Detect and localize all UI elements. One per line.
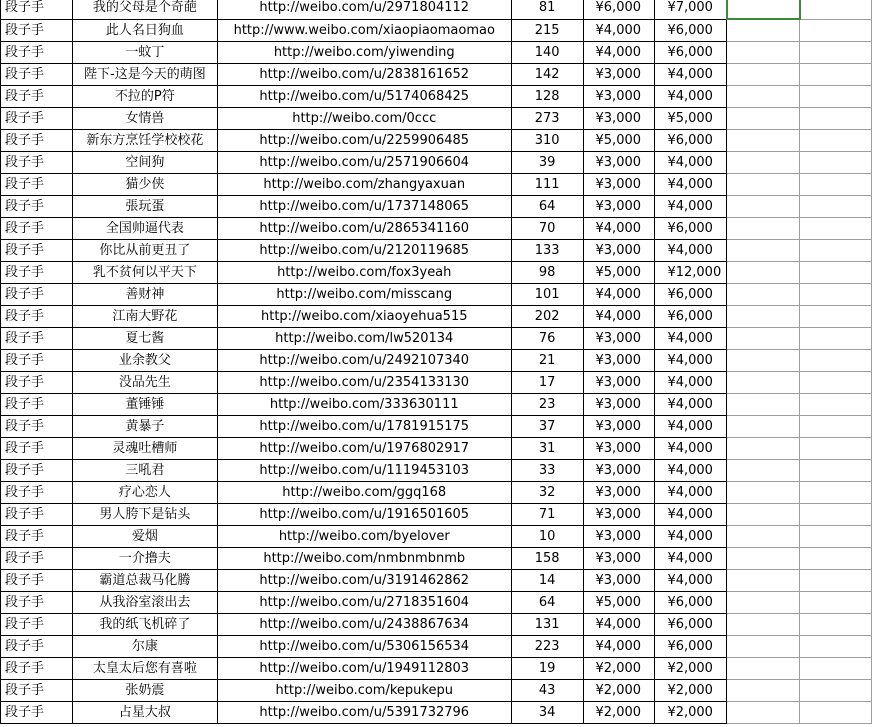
- count-cell[interactable]: 140: [511, 42, 583, 64]
- category-cell[interactable]: 段子手: [1, 372, 73, 394]
- empty-cell[interactable]: [727, 702, 800, 724]
- empty-cell[interactable]: [800, 482, 872, 504]
- table-row: [1, 680, 872, 702]
- empty-cell[interactable]: [727, 680, 800, 702]
- category-cell[interactable]: 段子手: [1, 86, 73, 108]
- category-cell[interactable]: 段子手: [1, 570, 73, 592]
- url-cell[interactable]: http://weibo.com/0ccc: [217, 108, 511, 130]
- empty-cell[interactable]: [800, 306, 872, 328]
- category-cell[interactable]: 段子手: [1, 592, 73, 614]
- account-name-cell[interactable]: 一介撸夫: [72, 548, 217, 570]
- empty-cell[interactable]: [800, 526, 872, 548]
- category-cell[interactable]: 段子手: [1, 174, 73, 196]
- empty-cell[interactable]: [727, 130, 800, 152]
- price-cell[interactable]: ¥3,000: [583, 548, 655, 570]
- url-cell[interactable]: http://weibo.com/xiaoyehua515: [217, 306, 511, 328]
- table-row: [1, 174, 872, 196]
- empty-cell[interactable]: [800, 636, 872, 658]
- price-high-cell[interactable]: ¥4,000: [655, 64, 727, 86]
- count-cell[interactable]: 14: [511, 570, 583, 592]
- table-row: [1, 108, 872, 130]
- count-cell[interactable]: 223: [511, 636, 583, 658]
- account-name-cell[interactable]: 空间狗: [72, 152, 217, 174]
- empty-cell[interactable]: [800, 196, 872, 218]
- empty-cell[interactable]: [727, 548, 800, 570]
- category-cell[interactable]: 段子手: [1, 240, 73, 262]
- url-cell[interactable]: http://weibo.com/u/5174068425: [217, 86, 511, 108]
- account-name-cell[interactable]: 太皇太后您有喜啦: [72, 658, 217, 680]
- table-row: [1, 262, 872, 284]
- count-cell[interactable]: 31: [511, 438, 583, 460]
- empty-cell[interactable]: [800, 592, 872, 614]
- table-row: [1, 504, 872, 526]
- price-high-cell[interactable]: ¥4,000: [655, 460, 727, 482]
- url-cell[interactable]: http://weibo.com/u/1119453103: [217, 460, 511, 482]
- price-high-cell[interactable]: ¥6,000: [655, 130, 727, 152]
- price-cell[interactable]: ¥3,000: [583, 152, 655, 174]
- account-name-cell[interactable]: 陛下-这是今天的萌图: [72, 64, 217, 86]
- price-high-cell[interactable]: ¥4,000: [655, 570, 727, 592]
- url-cell[interactable]: http://weibo.com/u/1737148065: [217, 196, 511, 218]
- price-cell[interactable]: ¥3,000: [583, 504, 655, 526]
- price-cell[interactable]: ¥3,000: [583, 526, 655, 548]
- count-cell[interactable]: 71: [511, 504, 583, 526]
- empty-cell[interactable]: [800, 416, 872, 438]
- price-high-cell[interactable]: ¥6,000: [655, 218, 727, 240]
- price-high-cell[interactable]: ¥4,000: [655, 350, 727, 372]
- price-high-cell[interactable]: ¥4,000: [655, 196, 727, 218]
- empty-cell[interactable]: [727, 658, 800, 680]
- price-high-cell[interactable]: ¥2,000: [655, 702, 727, 724]
- url-cell[interactable]: http://weibo.com/kepukepu: [217, 680, 511, 702]
- price-cell[interactable]: ¥3,000: [583, 174, 655, 196]
- account-name-cell[interactable]: 你比从前更丑了: [72, 240, 217, 262]
- table-row: [1, 526, 872, 548]
- category-cell[interactable]: 段子手: [1, 658, 73, 680]
- table-row: [1, 460, 872, 482]
- price-cell[interactable]: ¥3,000: [583, 64, 655, 86]
- account-name-cell[interactable]: 没品先生: [72, 372, 217, 394]
- table-row: [1, 592, 872, 614]
- count-cell[interactable]: 98: [511, 262, 583, 284]
- price-cell[interactable]: ¥2,000: [583, 658, 655, 680]
- price-cell[interactable]: ¥3,000: [583, 438, 655, 460]
- empty-cell[interactable]: [727, 636, 800, 658]
- price-cell[interactable]: ¥4,000: [583, 636, 655, 658]
- count-cell[interactable]: 64: [511, 592, 583, 614]
- category-cell[interactable]: 段子手: [1, 262, 73, 284]
- empty-cell[interactable]: [800, 570, 872, 592]
- category-cell[interactable]: 段子手: [1, 614, 73, 636]
- count-cell[interactable]: 23: [511, 394, 583, 416]
- category-cell[interactable]: 段子手: [1, 19, 73, 42]
- url-cell[interactable]: http://www.weibo.com/xiaopiaomaomao: [217, 19, 511, 42]
- price-cell[interactable]: ¥3,000: [583, 350, 655, 372]
- empty-cell[interactable]: [727, 482, 800, 504]
- account-name-cell[interactable]: 三吼君: [72, 460, 217, 482]
- count-cell[interactable]: 32: [511, 482, 583, 504]
- price-high-cell[interactable]: ¥4,000: [655, 174, 727, 196]
- account-name-cell[interactable]: 善财神: [72, 284, 217, 306]
- price-high-cell[interactable]: ¥4,000: [655, 240, 727, 262]
- table-row: [1, 636, 872, 658]
- account-name-cell[interactable]: 男人胯下是钻头: [72, 504, 217, 526]
- table-row: [1, 416, 872, 438]
- empty-cell[interactable]: [727, 196, 800, 218]
- table-row: [1, 0, 872, 19]
- table-row: [1, 482, 872, 504]
- account-name-cell[interactable]: 业余教父: [72, 350, 217, 372]
- price-high-cell[interactable]: ¥6,000: [655, 19, 727, 42]
- sheet-body: [1, 0, 872, 724]
- category-cell[interactable]: 段子手: [1, 42, 73, 64]
- account-name-cell[interactable]: 张奶震: [72, 680, 217, 702]
- empty-cell[interactable]: [800, 86, 872, 108]
- empty-cell[interactable]: [727, 460, 800, 482]
- table-row: [1, 394, 872, 416]
- table-row: [1, 196, 872, 218]
- account-name-cell[interactable]: 灵魂吐槽师: [72, 438, 217, 460]
- category-cell[interactable]: 段子手: [1, 394, 73, 416]
- price-high-cell[interactable]: ¥6,000: [655, 306, 727, 328]
- account-name-cell[interactable]: 不拉的P符: [72, 86, 217, 108]
- price-cell[interactable]: ¥3,000: [583, 416, 655, 438]
- price-cell[interactable]: ¥3,000: [583, 460, 655, 482]
- price-high-cell[interactable]: ¥12,000: [655, 262, 727, 284]
- url-cell[interactable]: http://weibo.com/u/2354133130: [217, 372, 511, 394]
- category-cell[interactable]: 段子手: [1, 416, 73, 438]
- url-cell[interactable]: http://weibo.com/fox3yeah: [217, 262, 511, 284]
- empty-cell[interactable]: [800, 460, 872, 482]
- price-cell[interactable]: ¥4,000: [583, 218, 655, 240]
- url-cell[interactable]: http://weibo.com/yiwending: [217, 42, 511, 64]
- category-cell[interactable]: 段子手: [1, 328, 73, 350]
- category-cell[interactable]: 段子手: [1, 196, 73, 218]
- table-row: [1, 548, 872, 570]
- url-cell[interactable]: http://weibo.com/u/2438867634: [217, 614, 511, 636]
- url-cell[interactable]: http://weibo.com/lw520134: [217, 328, 511, 350]
- empty-cell[interactable]: [800, 152, 872, 174]
- category-cell[interactable]: 段子手: [1, 636, 73, 658]
- table-row: [1, 130, 872, 152]
- url-cell[interactable]: http://weibo.com/u/2718351604: [217, 592, 511, 614]
- table-row: [1, 306, 872, 328]
- price-cell[interactable]: ¥4,000: [583, 284, 655, 306]
- empty-cell[interactable]: [727, 284, 800, 306]
- table-row: [1, 570, 872, 592]
- table-row: [1, 64, 872, 86]
- url-cell[interactable]: http://weibo.com/u/2571906604: [217, 152, 511, 174]
- category-cell[interactable]: 段子手: [1, 152, 73, 174]
- url-cell[interactable]: http://weibo.com/misscang: [217, 284, 511, 306]
- empty-cell[interactable]: [800, 614, 872, 636]
- category-cell[interactable]: 段子手: [1, 64, 73, 86]
- account-name-cell[interactable]: 从我浴室滚出去: [72, 592, 217, 614]
- empty-cell[interactable]: [727, 0, 800, 19]
- url-cell[interactable]: http://weibo.com/u/2838161652: [217, 64, 511, 86]
- price-high-cell[interactable]: ¥7,000: [655, 0, 727, 19]
- empty-cell[interactable]: [800, 130, 872, 152]
- category-cell[interactable]: 段子手: [1, 526, 73, 548]
- empty-cell[interactable]: [800, 328, 872, 350]
- empty-cell[interactable]: [727, 328, 800, 350]
- url-cell[interactable]: http://weibo.com/ggq168: [217, 482, 511, 504]
- price-high-cell[interactable]: ¥4,000: [655, 394, 727, 416]
- empty-cell[interactable]: [727, 262, 800, 284]
- price-high-cell[interactable]: ¥6,000: [655, 614, 727, 636]
- table-row: [1, 702, 872, 724]
- count-cell[interactable]: 142: [511, 64, 583, 86]
- count-cell[interactable]: 131: [511, 614, 583, 636]
- account-name-cell[interactable]: 江南大野花: [72, 306, 217, 328]
- count-cell[interactable]: 17: [511, 372, 583, 394]
- price-high-cell[interactable]: ¥2,000: [655, 680, 727, 702]
- account-name-cell[interactable]: 尔康: [72, 636, 217, 658]
- empty-cell[interactable]: [800, 240, 872, 262]
- table-row: [1, 438, 872, 460]
- count-cell[interactable]: 81: [511, 0, 583, 19]
- empty-cell[interactable]: [800, 64, 872, 86]
- empty-cell[interactable]: [727, 108, 800, 130]
- count-cell[interactable]: 39: [511, 152, 583, 174]
- price-high-cell[interactable]: ¥6,000: [655, 284, 727, 306]
- table-row: [1, 42, 872, 64]
- empty-cell[interactable]: [800, 394, 872, 416]
- account-name-cell[interactable]: 猫少侠: [72, 174, 217, 196]
- table-row: [1, 284, 872, 306]
- empty-cell[interactable]: [800, 174, 872, 196]
- count-cell[interactable]: 33: [511, 460, 583, 482]
- empty-cell[interactable]: [727, 526, 800, 548]
- account-name-cell[interactable]: 此人名日狗血: [72, 19, 217, 42]
- url-cell[interactable]: http://weibo.com/u/1916501605: [217, 504, 511, 526]
- account-name-cell[interactable]: 一蚊丁: [72, 42, 217, 64]
- table-row: [1, 614, 872, 636]
- empty-cell[interactable]: [727, 416, 800, 438]
- price-high-cell[interactable]: ¥4,000: [655, 548, 727, 570]
- price-high-cell[interactable]: ¥4,000: [655, 416, 727, 438]
- empty-cell[interactable]: [727, 19, 800, 42]
- count-cell[interactable]: 34: [511, 702, 583, 724]
- price-high-cell[interactable]: ¥6,000: [655, 636, 727, 658]
- table-row: [1, 350, 872, 372]
- empty-cell[interactable]: [727, 306, 800, 328]
- empty-cell[interactable]: [727, 64, 800, 86]
- price-cell[interactable]: ¥3,000: [583, 372, 655, 394]
- url-cell[interactable]: http://weibo.com/u/1781915175: [217, 416, 511, 438]
- price-high-cell[interactable]: ¥4,000: [655, 328, 727, 350]
- price-high-cell[interactable]: ¥2,000: [655, 658, 727, 680]
- url-cell[interactable]: http://weibo.com/u/1976802917: [217, 438, 511, 460]
- account-name-cell[interactable]: 黄暴子: [72, 416, 217, 438]
- empty-cell[interactable]: [727, 614, 800, 636]
- account-name-cell[interactable]: 疗心恋人: [72, 482, 217, 504]
- empty-cell[interactable]: [800, 680, 872, 702]
- account-name-cell[interactable]: 新东方烹饪学校校花: [72, 130, 217, 152]
- account-name-cell[interactable]: 全国帅逼代表: [72, 218, 217, 240]
- price-cell[interactable]: ¥3,000: [583, 482, 655, 504]
- table-row: [1, 152, 872, 174]
- empty-cell[interactable]: [800, 504, 872, 526]
- category-cell[interactable]: 段子手: [1, 0, 73, 19]
- price-high-cell[interactable]: ¥4,000: [655, 504, 727, 526]
- url-cell[interactable]: http://weibo.com/u/2865341160: [217, 218, 511, 240]
- empty-cell[interactable]: [727, 504, 800, 526]
- empty-cell[interactable]: [727, 42, 800, 64]
- account-name-cell[interactable]: 乳不贫何以平天下: [72, 262, 217, 284]
- price-cell[interactable]: ¥2,000: [583, 680, 655, 702]
- empty-cell[interactable]: [727, 570, 800, 592]
- empty-cell[interactable]: [727, 218, 800, 240]
- url-cell[interactable]: http://weibo.com/u/2971804112: [217, 0, 511, 19]
- empty-cell[interactable]: [800, 702, 872, 724]
- account-name-cell[interactable]: 我的纸飞机碎了: [72, 614, 217, 636]
- category-cell[interactable]: 段子手: [1, 306, 73, 328]
- price-high-cell[interactable]: ¥4,000: [655, 526, 727, 548]
- category-cell[interactable]: 段子手: [1, 504, 73, 526]
- price-cell[interactable]: ¥5,000: [583, 130, 655, 152]
- price-cell[interactable]: ¥4,000: [583, 42, 655, 64]
- empty-cell[interactable]: [727, 592, 800, 614]
- count-cell[interactable]: 133: [511, 240, 583, 262]
- url-cell[interactable]: http://weibo.com/u/5391732796: [217, 702, 511, 724]
- price-high-cell[interactable]: ¥4,000: [655, 482, 727, 504]
- category-cell[interactable]: 段子手: [1, 548, 73, 570]
- category-cell[interactable]: 段子手: [1, 130, 73, 152]
- empty-cell[interactable]: [727, 372, 800, 394]
- table-row: [1, 328, 872, 350]
- empty-cell[interactable]: [800, 262, 872, 284]
- category-cell[interactable]: 段子手: [1, 284, 73, 306]
- count-cell[interactable]: 273: [511, 108, 583, 130]
- table-row: [1, 218, 872, 240]
- empty-cell[interactable]: [800, 284, 872, 306]
- price-high-cell[interactable]: ¥4,000: [655, 438, 727, 460]
- account-name-cell[interactable]: 霸道总裁马化腾: [72, 570, 217, 592]
- price-cell[interactable]: ¥3,000: [583, 570, 655, 592]
- empty-cell[interactable]: [727, 394, 800, 416]
- url-cell[interactable]: http://weibo.com/333630111: [217, 394, 511, 416]
- table-row: [1, 240, 872, 262]
- category-cell[interactable]: 段子手: [1, 108, 73, 130]
- account-name-cell[interactable]: 張玩蛋: [72, 196, 217, 218]
- empty-cell[interactable]: [727, 86, 800, 108]
- price-cell[interactable]: ¥5,000: [583, 592, 655, 614]
- empty-cell[interactable]: [727, 152, 800, 174]
- url-cell[interactable]: http://weibo.com/byelover: [217, 526, 511, 548]
- price-cell[interactable]: ¥4,000: [583, 614, 655, 636]
- price-cell[interactable]: ¥4,000: [583, 306, 655, 328]
- table-row: [1, 372, 872, 394]
- empty-cell[interactable]: [800, 658, 872, 680]
- empty-cell[interactable]: [800, 350, 872, 372]
- url-cell[interactable]: http://weibo.com/u/5306156534: [217, 636, 511, 658]
- category-cell[interactable]: 段子手: [1, 702, 73, 724]
- url-cell[interactable]: http://weibo.com/u/2120119685: [217, 240, 511, 262]
- price-cell[interactable]: ¥3,000: [583, 240, 655, 262]
- category-cell[interactable]: 段子手: [1, 460, 73, 482]
- url-cell[interactable]: http://weibo.com/u/1949112803: [217, 658, 511, 680]
- account-name-cell[interactable]: 董锤锤: [72, 394, 217, 416]
- count-cell[interactable]: 70: [511, 218, 583, 240]
- count-cell[interactable]: 128: [511, 86, 583, 108]
- category-cell[interactable]: 段子手: [1, 438, 73, 460]
- empty-cell[interactable]: [800, 0, 872, 19]
- price-cell[interactable]: ¥3,000: [583, 108, 655, 130]
- count-cell[interactable]: 19: [511, 658, 583, 680]
- price-cell[interactable]: ¥6,000: [583, 0, 655, 19]
- category-cell[interactable]: 段子手: [1, 218, 73, 240]
- empty-cell[interactable]: [800, 42, 872, 64]
- count-cell[interactable]: 158: [511, 548, 583, 570]
- category-cell[interactable]: 段子手: [1, 482, 73, 504]
- price-high-cell[interactable]: ¥6,000: [655, 42, 727, 64]
- price-cell[interactable]: ¥3,000: [583, 86, 655, 108]
- price-cell[interactable]: ¥3,000: [583, 328, 655, 350]
- url-cell[interactable]: http://weibo.com/nmbnmbnmb: [217, 548, 511, 570]
- price-high-cell[interactable]: ¥4,000: [655, 372, 727, 394]
- empty-cell[interactable]: [800, 19, 872, 42]
- price-high-cell[interactable]: ¥6,000: [655, 592, 727, 614]
- empty-cell[interactable]: [727, 240, 800, 262]
- account-name-cell[interactable]: 女情兽: [72, 108, 217, 130]
- empty-cell[interactable]: [727, 350, 800, 372]
- url-cell[interactable]: http://weibo.com/u/2259906485: [217, 130, 511, 152]
- empty-cell[interactable]: [727, 438, 800, 460]
- account-name-cell[interactable]: 爱烟: [72, 526, 217, 548]
- count-cell[interactable]: 202: [511, 306, 583, 328]
- count-cell[interactable]: 10: [511, 526, 583, 548]
- count-cell[interactable]: 310: [511, 130, 583, 152]
- empty-cell[interactable]: [800, 108, 872, 130]
- category-cell[interactable]: 段子手: [1, 350, 73, 372]
- count-cell[interactable]: 37: [511, 416, 583, 438]
- url-cell[interactable]: http://weibo.com/u/2492107340: [217, 350, 511, 372]
- count-cell[interactable]: 215: [511, 19, 583, 42]
- empty-cell[interactable]: [800, 548, 872, 570]
- empty-cell[interactable]: [800, 218, 872, 240]
- category-cell[interactable]: 段子手: [1, 680, 73, 702]
- empty-cell[interactable]: [727, 174, 800, 196]
- price-high-cell[interactable]: ¥5,000: [655, 108, 727, 130]
- account-name-cell[interactable]: 占星大叔: [72, 702, 217, 724]
- account-name-cell[interactable]: 夏七酱: [72, 328, 217, 350]
- count-cell[interactable]: 21: [511, 350, 583, 372]
- account-name-cell[interactable]: 我的父母是个奇葩: [72, 0, 217, 19]
- price-high-cell[interactable]: ¥4,000: [655, 152, 727, 174]
- price-cell[interactable]: ¥5,000: [583, 262, 655, 284]
- price-high-cell[interactable]: ¥4,000: [655, 86, 727, 108]
- price-cell[interactable]: ¥2,000: [583, 702, 655, 724]
- price-cell[interactable]: ¥3,000: [583, 196, 655, 218]
- table-row: [1, 658, 872, 680]
- count-cell[interactable]: 101: [511, 284, 583, 306]
- count-cell[interactable]: 64: [511, 196, 583, 218]
- price-cell[interactable]: ¥4,000: [583, 19, 655, 42]
- empty-cell[interactable]: [800, 372, 872, 394]
- price-cell[interactable]: ¥3,000: [583, 394, 655, 416]
- url-cell[interactable]: http://weibo.com/u/3191462862: [217, 570, 511, 592]
- empty-cell[interactable]: [800, 438, 872, 460]
- table-row: [1, 86, 872, 108]
- url-cell[interactable]: http://weibo.com/zhangyaxuan: [217, 174, 511, 196]
- count-cell[interactable]: 111: [511, 174, 583, 196]
- count-cell[interactable]: 76: [511, 328, 583, 350]
- count-cell[interactable]: 43: [511, 680, 583, 702]
- table-row: [1, 19, 872, 42]
